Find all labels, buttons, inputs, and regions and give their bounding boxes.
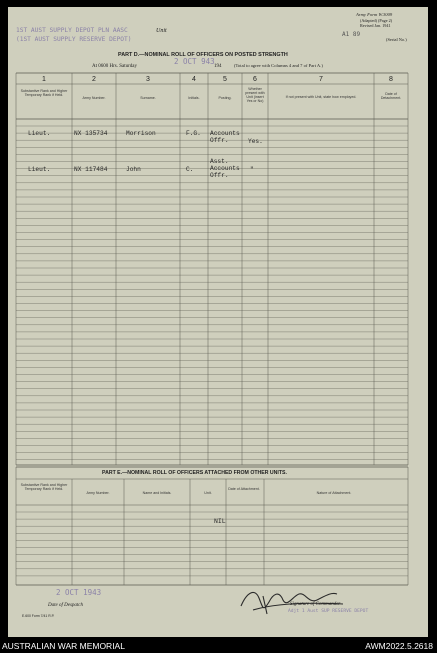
date-of-despatch-label: Date of Despatch [48, 603, 83, 608]
col-number-6: 6 [253, 76, 257, 83]
year-label: 194 [214, 64, 222, 69]
row1-present: Yes. [248, 138, 263, 145]
caption-left: AUSTRALIAN WAR MEMORIAL [2, 641, 125, 651]
col-number-7: 7 [319, 76, 323, 83]
serial-label: (Serial No.) [386, 37, 407, 42]
e-col-header-army-number: Army Number. [86, 491, 110, 495]
unit-label: Unit [156, 28, 167, 34]
row1-surname: Morrison [126, 130, 156, 137]
row2-present: " [250, 166, 254, 173]
e-col-header-date: Date of Attachment. [228, 487, 260, 491]
table-grid [8, 7, 428, 637]
row2-initials: C. [186, 166, 194, 173]
adapted-label: (Adapted) (Page 2) [360, 18, 393, 23]
print-code: E.600 Form 7/41 R.P. [22, 614, 55, 618]
revised-label: Revised Jan. 1941 [360, 23, 391, 28]
caption-right: AWM2022.5.2618 [365, 641, 433, 651]
col-header-detachment: Date of Detachment. [380, 92, 402, 101]
col-number-4: 4 [192, 76, 196, 83]
row2-rank: Lieut. [28, 166, 51, 173]
row1-posting: Accounts Offr. [210, 130, 240, 145]
col-header-rank: Substantive Rank and Higher Temporary Rank if Held. [20, 89, 68, 98]
row1-initials: F.G. [186, 130, 201, 137]
part-e-title: PART E.—NOMINAL ROLL OF OFFICERS ATTACHED FROM OTHER UNITS. [102, 470, 287, 476]
row1-rank: Lieut. [28, 130, 51, 137]
col-header-present: Whether present with Unit (insert Yes or No) [245, 87, 265, 104]
date-stamp: 2 OCT 943 [174, 57, 215, 66]
row2-army-number: NX 117484 [74, 166, 108, 173]
row1-army-number: NX 135734 [74, 130, 108, 137]
col-header-initials: Initials. [188, 96, 200, 100]
form-sheet [8, 7, 428, 637]
col-number-5: 5 [223, 76, 227, 83]
col-number-2: 2 [92, 76, 96, 83]
serial-number: A1 89 [342, 31, 361, 38]
signature-label: Signature of Commander [290, 602, 341, 607]
army-form-label: Army Form W.3009 [356, 12, 393, 17]
e-col-header-name: Name and Initials. [142, 491, 172, 495]
caption-bar [0, 637, 437, 653]
col-header-army-number: Army Number. [82, 96, 106, 100]
date-line: At 0600 Hrs. Saturday [92, 64, 137, 69]
col-number-8: 8 [389, 76, 393, 83]
row2-posting: Asst. Accounts Offr. [210, 158, 240, 180]
signature-stamp: Adjt 1 Aust SUP RESERVE DEPOT [288, 609, 369, 614]
unit-stamp-line1: 1ST AUST SUPPLY DEPOT PLN AASC [16, 27, 128, 34]
col-header-surname: Surname. [140, 96, 156, 100]
e-col-header-unit: Unit. [204, 491, 212, 495]
unit-stamp-line2: (1ST AUST SUPPLY RESERVE DEPOT) [16, 36, 132, 43]
col-number-1: 1 [42, 76, 46, 83]
col-number-3: 3 [146, 76, 150, 83]
part-d-title: PART D.—NOMINAL ROLL OF OFFICERS ON POSTED STRENGTH [118, 52, 288, 58]
e-col-header-rank: Substantive Rank and Higher Temporary Rank if Held. [20, 483, 68, 492]
e-col-header-nature: Nature of Attachment. [316, 491, 352, 495]
part-e-nil: NIL [214, 518, 226, 525]
date-note: (Total to agree with Columns 4 and 7 of Part A.) [234, 63, 323, 68]
col-header-employed: If not present with Unit, state how employed. [285, 95, 357, 99]
despatch-date-stamp: 2 OCT 1943 [56, 588, 102, 597]
row2-surname: John [126, 166, 141, 173]
col-header-posting: Posting. [218, 96, 232, 100]
